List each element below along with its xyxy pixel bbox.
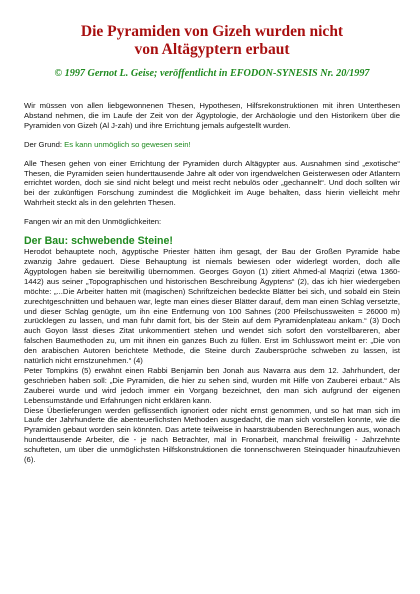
grund-paragraph [24,140,400,150]
thesen-paragraph: Alle Thesen gehen von einer Errichtung der Pyramiden durch Altägypter aus. Ausnahmen sind „exotische“ Thesen, die Pyramiden seien hunderttausende Jahre alt oder von irgendwelchen Geisterwesen oder Atlantern errichtet worden, doch sie sind nicht belegt und meist recht nebulös oder „gechannelt“. Und doch sollten wir bei der zukünftigen Forschung zumindest die Möglichkeit im Auge behalten, dass hierin vielleicht mehr Wahrheit steckt als in den gelehrten Thesen. [24,158,400,208]
title-line-1: Die Pyramiden von Gizeh wurden nicht [80,23,344,40]
document-title [24,0,400,59]
grund-label: Der Grund: [24,139,63,149]
title-line-2: von Altägyptern erbaut [134,41,290,58]
intro-paragraph: Wir müssen von allen liebgewonnenen Thesen, Hypothesen, Hilfsrekonstruktionen mit ihren Unterthesen Abstand nehmen, die im Laufe der Zeit von der Ägyptologie, der Archäologie und den Historikern über die Pyramiden von Gizeh (Al J-zah) und ihre Errichtung jemals aufgestellt wurden. [24,101,400,130]
article-body [24,101,400,465]
author-byline: © 1997 Gernot L. Geise; veröffentlicht in EFODON-SYNESIS Nr. 20/1997 [54,68,370,79]
herodot-paragraph: Herodot behauptete noch, ägyptische Priester hätten ihm gesagt, der Bau der Großen Pyramide habe zwanzig Jahre gedauert. Diese Behauptung ist niemals bewiesen oder widerlegt worden, doch alle Ägyptologen haben sie bereitwillig übernommen. Georges Goyon (1) zitiert Ahmed-al Maqrizi (etwa 1360-1442) aus seiner „Topographischen und historischen Beschreibung Ägyptens“ (2), das ich hier wiedergeben möchte: „...Die Arbeiter hatten mit (magischen) Schriftzeichen bedeckte Blätter bei sich, und sobald ein Stein zurechtgeschnitten und behauen war, legte man eines dieser Blätter darauf, dem man einen Schlag versetzte, und dieser Schlag genügte, um ihn eine Entfernung von 100 Sahnes (200 Pfeilschussweiten = 26000 m) zurücklegen zu lassen, und man fuhr damit fort, bis der Stein auf dem Pyramidenplateau ankam.“ (3) Doch auch Goyon lässt dieses Zitat unkommentiert stehen und wendet sich sofort den vorstellbareren, aber falschen Baumethoden zu, um mit ihnen ein ganzes Buch zu füllen. Erst im Schlusswort meint er: „Die von den arabischen Autoren berichtete Methode, die Steine durch Zaubersprüche schweben zu lassen, ist natürlich nicht ernstzunehmen.“ (4) [24,247,400,366]
grund-statement: Es kann unmöglich so gewesen sein! [64,139,191,149]
ueberlieferungen-paragraph: Diese Überlieferungen werden geflissentlich ignoriert oder nicht ernst genommen, und so hat man sich im Laufe der Jahrhunderte die abenteuerlichsten Methoden ausgedacht, die man sich vorstellen konnte, wie die Pyramiden gebaut worden sein könnten. Das artete teilweise in haarsträubenden Berechnungen aus, wonach hunderttausende Arbeiter, die - je nach Betrachter, mal in Fronarbeit, manchmal freiwillig - Jahrzehnte schufteten, um über die unmöglichsten Hilfskonstruktionen die tonnenschweren Steinquader hinaufzuhieven (6). [24,405,400,465]
section-heading: Der Bau: schwebende Steine! [24,235,173,248]
tompkins-paragraph: Peter Tompkins (5) erwähnt einen Rabbi Benjamin ben Jonah aus Navarra aus dem 12. Jahrhundert, der geschrieben haben soll: „Die Pyramiden, die hier zu sehen sind, wurden mit Hilfe von Zauberei erbaut.“ Als Zauberei wurde und wird jedoch immer ein Vorgang bezeichnet, den man sich aufgrund der eigenen Lebensumstände und Erfahrungen nicht erklären kann. [24,365,400,405]
unmoeglichkeiten-paragraph: Fangen wir an mit den Unmöglichkeiten: [24,217,162,227]
